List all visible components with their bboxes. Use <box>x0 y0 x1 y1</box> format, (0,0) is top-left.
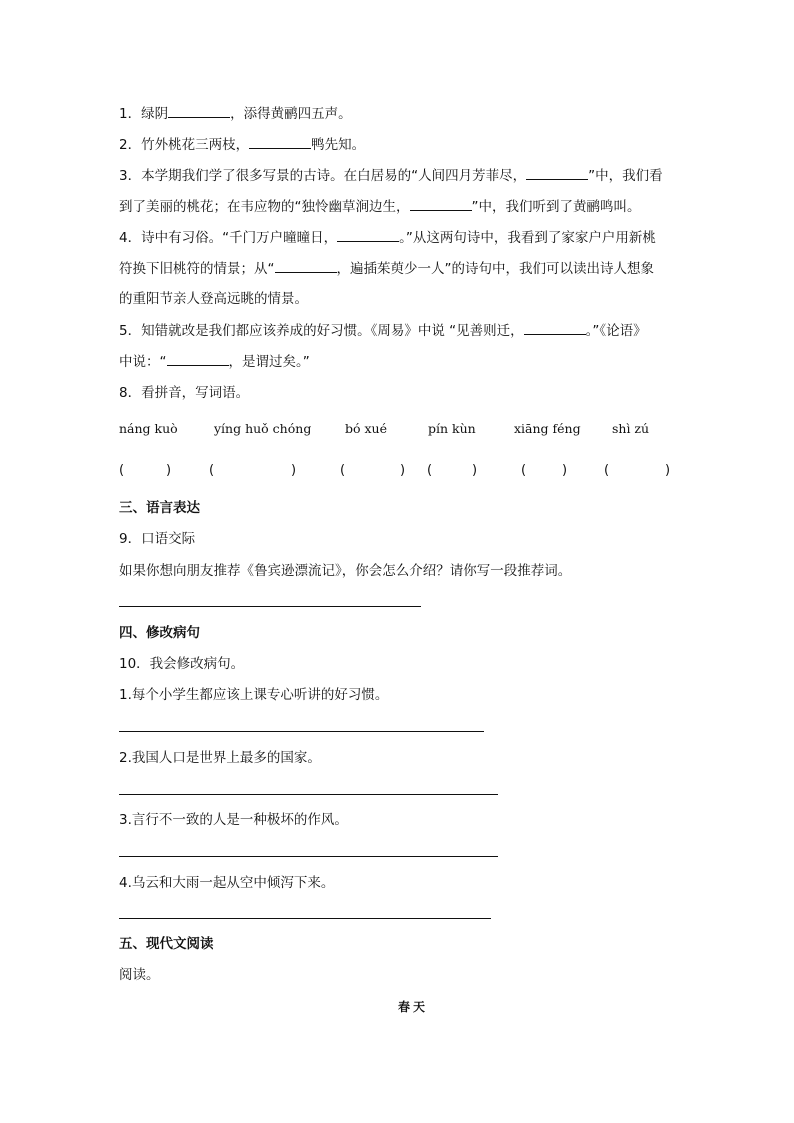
answer-line[interactable] <box>119 918 491 919</box>
section-3-heading: 三、语言表达 <box>119 500 200 516</box>
reading-instruction: 阅读。 <box>119 967 160 983</box>
answer-paren-close: ) <box>400 463 406 478</box>
answer-paren-open: ( <box>427 463 433 478</box>
question-9-text: 如果你想向朋友推荐《鲁宾逊漂流记》，你会怎么介绍？请你写一段推荐词。 <box>119 563 572 579</box>
answer-blank[interactable] <box>249 134 311 149</box>
answer-paren-open: ( <box>119 463 125 478</box>
question-1: 1．绿阴 ，添得黄鹂四五声。 <box>119 103 352 124</box>
answer-blank[interactable] <box>167 351 229 366</box>
question-4-line-2: 符换下旧桃符的情景；从“ ，遍插茱萸少一人”的诗句中，我们可以读出诗人想象 <box>119 258 654 279</box>
answer-paren-open: ( <box>209 463 215 478</box>
pinyin-1: náng kuò <box>119 421 178 436</box>
question-4-line-1: 4．诗中有习俗。“千门万户曈曈日， 。”从这两句诗中，我看到了家家户户用新桃 <box>119 227 656 248</box>
answer-blank[interactable] <box>524 320 586 335</box>
answer-paren-close: ) <box>665 463 671 478</box>
answer-paren-close: ) <box>166 463 172 478</box>
question-5-line-2: 中说：“ ，是谓过矣。” <box>119 351 310 372</box>
pinyin-6: shì zú <box>612 421 650 436</box>
answer-blank[interactable] <box>526 165 588 180</box>
sentence-item-3: 3.言行不一致的人是一种极坏的作风。 <box>119 812 348 828</box>
pinyin-5: xiāng féng <box>514 421 581 436</box>
answer-blank[interactable] <box>275 258 337 273</box>
answer-paren-close: ) <box>562 463 568 478</box>
answer-paren-close: ) <box>472 463 478 478</box>
sentence-item-2: 2.我国人口是世界上最多的国家。 <box>119 750 321 766</box>
answer-paren-open: ( <box>604 463 610 478</box>
answer-paren-close: ) <box>291 463 297 478</box>
answer-blank[interactable] <box>410 196 472 211</box>
answer-line[interactable] <box>119 856 498 857</box>
question-3-line-1: 3．本学期我们学了很多写景的古诗。在白居易的“人间四月芳菲尽， ”中，我们看 <box>119 165 663 186</box>
sentence-item-1: 1.每个小学生都应该上课专心听讲的好习惯。 <box>119 687 389 703</box>
pinyin-2: yíng huǒ chóng <box>214 421 312 436</box>
question-10-title: 10．我会修改病句。 <box>119 656 245 672</box>
sentence-item-4: 4.乌云和大雨一起从空中倾泻下来。 <box>119 875 335 891</box>
answer-blank[interactable] <box>337 227 399 242</box>
pinyin-4: pín kùn <box>428 421 476 436</box>
answer-line[interactable] <box>119 731 484 732</box>
pinyin-3: bó xué <box>345 421 387 436</box>
section-5-heading: 五、现代文阅读 <box>119 936 214 952</box>
answer-paren-open: ( <box>521 463 527 478</box>
passage-title: 春天 <box>398 1000 429 1014</box>
answer-paren-open: ( <box>340 463 346 478</box>
answer-blank[interactable] <box>168 103 230 118</box>
section-4-heading: 四、修改病句 <box>119 625 200 641</box>
answer-line[interactable] <box>119 794 498 795</box>
question-3-line-2: 到了美丽的桃花；在韦应物的“独怜幽草涧边生， ”中，我们听到了黄鹂鸣叫。 <box>119 196 641 217</box>
question-8-title: 8．看拼音，写词语。 <box>119 385 250 401</box>
question-4-line-3: 的重阳节亲人登高远眺的情景。 <box>119 291 308 307</box>
question-2: 2．竹外桃花三两枝， 鸭先知。 <box>119 134 365 155</box>
answer-line[interactable] <box>119 606 421 607</box>
question-5-line-1: 5．知错就改是我们都应该养成的好习惯。《周易》中说 “见善则迁， 。”《论语》 <box>119 320 647 341</box>
question-9-title: 9．口语交际 <box>119 531 196 547</box>
